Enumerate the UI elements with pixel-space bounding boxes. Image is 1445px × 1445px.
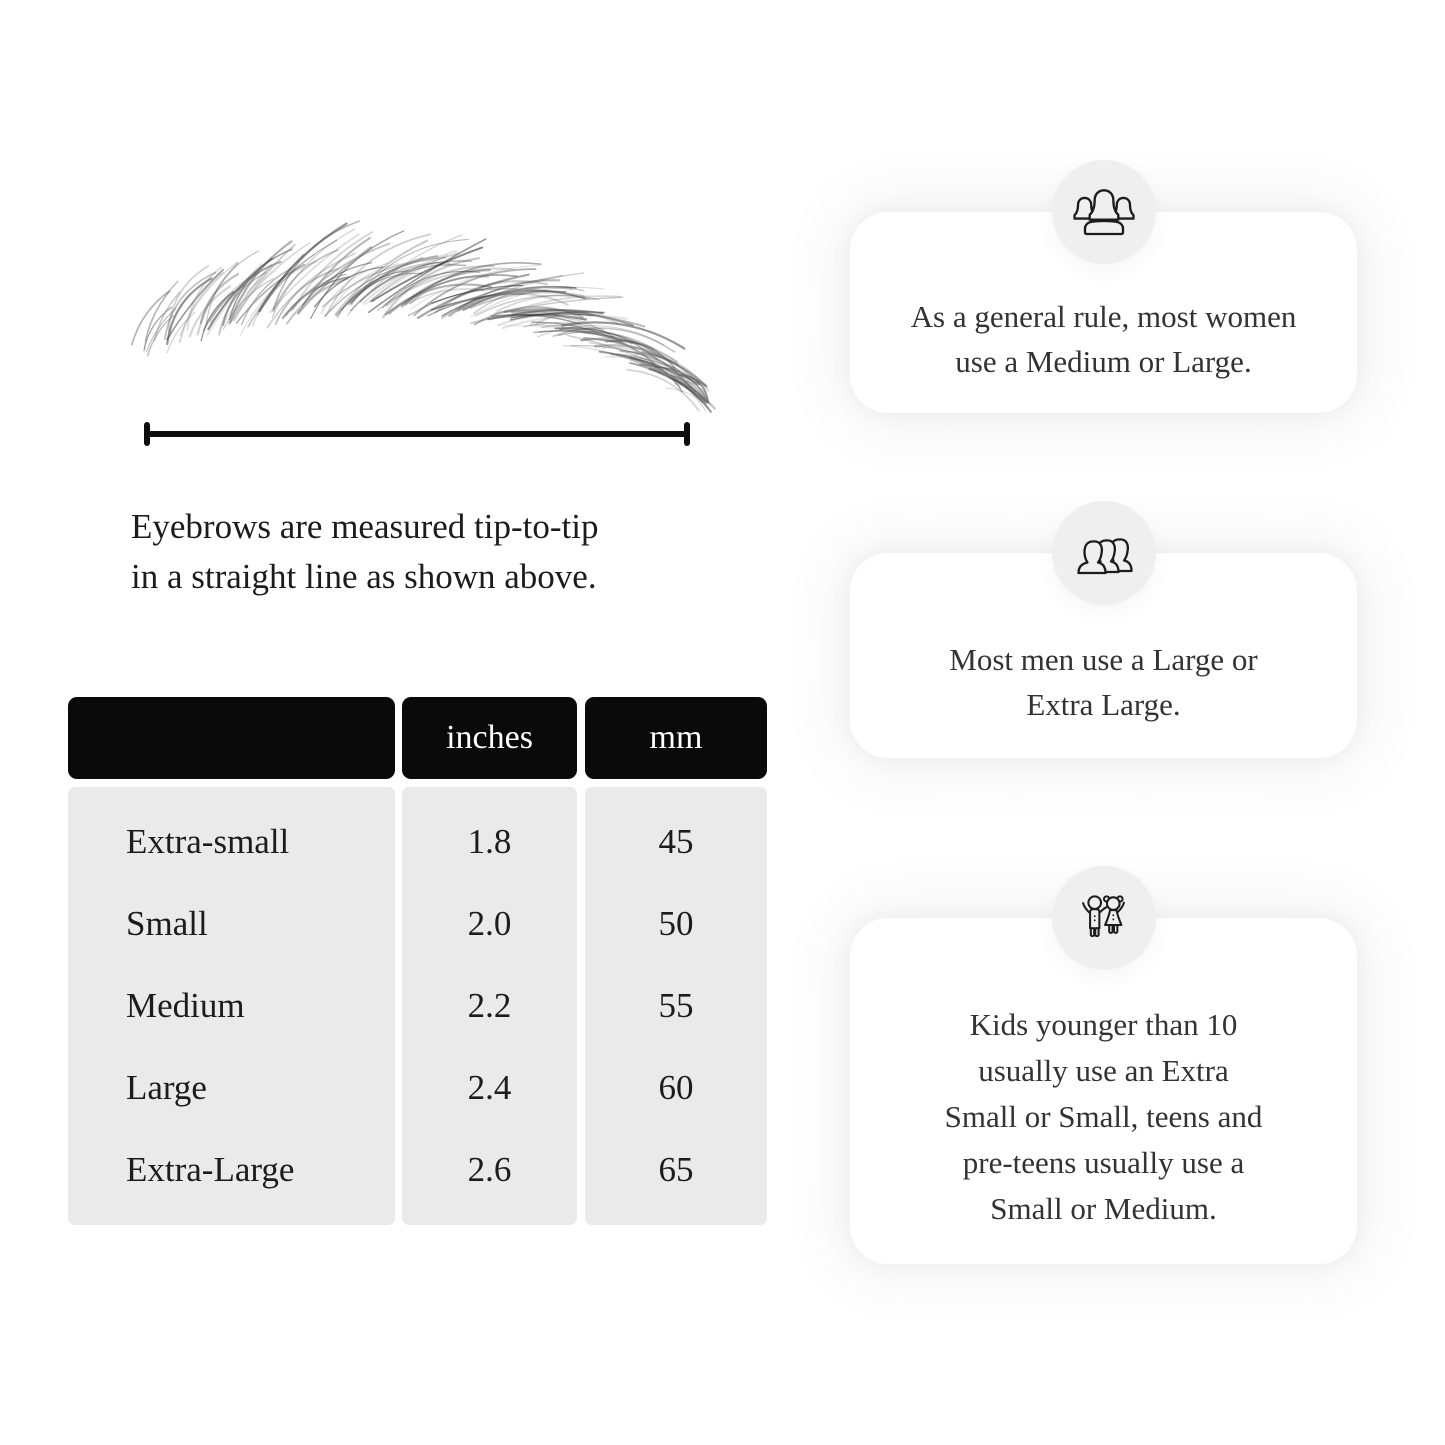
info-card-women [850, 212, 1357, 413]
icon-circle [1052, 501, 1156, 605]
info-card-men [850, 553, 1357, 758]
table-body-mm [585, 787, 767, 1225]
card-text-line: Extra Large. [1026, 686, 1181, 722]
card-text-line: As a general rule, most women [910, 298, 1297, 334]
table-row-label: Small [126, 904, 208, 943]
women-group-icon [1072, 186, 1136, 238]
card-text-line: Small or Small, teens and [944, 1099, 1263, 1134]
table-row-label: Extra-small [126, 822, 290, 861]
table-cell-mm: 50 [658, 904, 694, 943]
kids-icon [1072, 892, 1136, 944]
table-row-label: Medium [126, 986, 245, 1025]
table-column-sizes [68, 697, 395, 1225]
measurement-line [145, 431, 689, 437]
table-cell-inches: 2.6 [467, 1150, 512, 1189]
measurement-caption [131, 502, 598, 602]
card-text-line: Kids younger than 10 [969, 1007, 1238, 1042]
card-text-line: pre-teens usually use a [962, 1145, 1245, 1180]
card-text [949, 637, 1258, 727]
card-text [945, 1002, 1263, 1232]
table-cell-inches: 2.2 [467, 986, 512, 1025]
table-header-inches: inches [402, 697, 577, 779]
card-text [911, 294, 1297, 384]
table-column-inches [402, 697, 577, 1225]
caption-line-1: Eyebrows are measured tip-to-tip [131, 507, 599, 546]
card-text-line: use a Medium or Large. [955, 343, 1252, 379]
table-row-label: Large [126, 1068, 207, 1107]
card-text-line: Most men use a Large or [949, 641, 1258, 677]
table-cell-inches: 1.8 [467, 822, 512, 861]
table-cell-mm: 55 [658, 986, 694, 1025]
table-cell-mm: 60 [658, 1068, 694, 1107]
card-text-line: Small or Medium. [990, 1191, 1217, 1226]
icon-circle [1052, 160, 1156, 264]
table-cell-mm: 65 [658, 1150, 694, 1189]
table-body-sizes [68, 787, 395, 1225]
men-group-icon [1072, 527, 1136, 579]
table-cell-inches: 2.0 [467, 904, 512, 943]
card-text-line: usually use an Extra [978, 1053, 1229, 1088]
eyebrow-illustration [100, 222, 720, 417]
table-cell-mm: 45 [658, 822, 694, 861]
info-card-kids [850, 918, 1357, 1264]
table-body-inches [402, 787, 577, 1225]
table-row-label: Extra-Large [126, 1150, 295, 1189]
table-column-mm [585, 697, 767, 1225]
table-cell-inches: 2.4 [467, 1068, 512, 1107]
table-header-mm: mm [585, 697, 767, 779]
table-header-blank [68, 697, 395, 779]
size-table [68, 697, 767, 1225]
icon-circle [1052, 866, 1156, 970]
caption-line-2: in a straight line as shown above. [131, 557, 597, 596]
